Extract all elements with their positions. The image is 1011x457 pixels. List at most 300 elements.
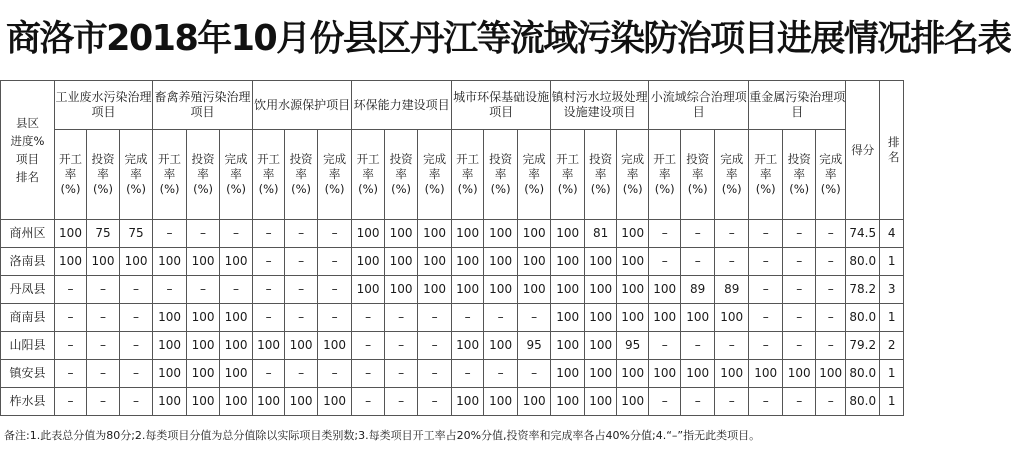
- header-line: 率: [824, 167, 837, 181]
- header-line: (%): [590, 182, 611, 196]
- header-line: 完成: [423, 152, 447, 166]
- table-cell: 100: [187, 332, 220, 360]
- table-cell: –: [816, 248, 846, 276]
- header-line: (%): [557, 182, 578, 196]
- table-cell: 100: [617, 276, 649, 304]
- table-cell: 100: [617, 360, 649, 388]
- table-cell: 100: [585, 360, 617, 388]
- table-cell: –: [418, 332, 452, 360]
- rank-cell: 3: [880, 276, 904, 304]
- county-name: 洛南县: [1, 248, 55, 276]
- header-line: 率: [97, 167, 109, 181]
- table-cell: –: [55, 304, 87, 332]
- table-row: [1, 248, 904, 276]
- metric-header: [55, 130, 87, 220]
- table-cell: –: [681, 332, 715, 360]
- table-row: [1, 220, 904, 248]
- table-cell: 100: [418, 276, 452, 304]
- table-row: [1, 332, 904, 360]
- header-line: (%): [490, 182, 511, 196]
- table-cell: –: [253, 220, 285, 248]
- table-cell: 100: [518, 220, 551, 248]
- header-line: 投资: [787, 152, 811, 166]
- table-cell: 100: [617, 304, 649, 332]
- table-cell: 100: [551, 388, 585, 416]
- page-title: 商洛市2018年10月份县区丹江等流域污染防治项目进展情况排名表: [6, 18, 1011, 59]
- table-cell: –: [120, 388, 153, 416]
- category-header: 畜禽养殖污染治理项目: [153, 81, 253, 130]
- table-cell: 100: [585, 248, 617, 276]
- header-line: 完成: [819, 152, 843, 166]
- table-cell: 100: [518, 248, 551, 276]
- header-line: 率: [561, 167, 574, 181]
- metric-header: [715, 130, 749, 220]
- table-cell: –: [352, 360, 385, 388]
- metric-header: [783, 130, 816, 220]
- table-cell: 100: [518, 388, 551, 416]
- table-cell: –: [484, 360, 518, 388]
- rank-cell: 2: [880, 332, 904, 360]
- metric-header: [418, 130, 452, 220]
- header-line: (%): [258, 182, 279, 196]
- table-cell: 100: [318, 332, 352, 360]
- metric-header: [253, 130, 285, 220]
- score-cell: 80.0: [846, 248, 880, 276]
- table-cell: 100: [253, 332, 285, 360]
- table-cell: –: [120, 332, 153, 360]
- header-line: (%): [424, 182, 445, 196]
- table-cell: 100: [715, 304, 749, 332]
- table-cell: 100: [187, 248, 220, 276]
- category-header: 小流域综合治理项目: [649, 81, 749, 130]
- table-cell: –: [452, 304, 484, 332]
- header-line: 完成: [323, 152, 347, 166]
- county-name: 柞水县: [1, 388, 55, 416]
- header-line: 项目: [16, 152, 39, 166]
- table-cell: 100: [484, 248, 518, 276]
- table-cell: –: [749, 248, 783, 276]
- table-row: [1, 276, 904, 304]
- metric-header: [87, 130, 120, 220]
- table-cell: 89: [715, 276, 749, 304]
- rank-header: 排名: [880, 81, 904, 220]
- table-cell: 100: [585, 304, 617, 332]
- table-cell: 100: [551, 220, 585, 248]
- table-cell: 100: [585, 332, 617, 360]
- table-cell: 100: [220, 388, 253, 416]
- table-cell: –: [649, 220, 681, 248]
- header-line: 投资: [489, 152, 513, 166]
- metric-header: [285, 130, 318, 220]
- table-cell: 100: [518, 276, 551, 304]
- table-cell: –: [253, 276, 285, 304]
- score-cell: 80.0: [846, 388, 880, 416]
- table-cell: –: [352, 332, 385, 360]
- header-line: (%): [358, 182, 379, 196]
- county-name: 丹凤县: [1, 276, 55, 304]
- corner-header: [1, 81, 55, 220]
- county-name: 镇安县: [1, 360, 55, 388]
- score-cell: 80.0: [846, 304, 880, 332]
- table-cell: –: [285, 360, 318, 388]
- table-cell: 100: [87, 248, 120, 276]
- header-line: (%): [687, 182, 708, 196]
- table-cell: 95: [518, 332, 551, 360]
- table-cell: –: [318, 248, 352, 276]
- table-row: [1, 388, 904, 416]
- table-cell: –: [187, 220, 220, 248]
- table-cell: 100: [120, 248, 153, 276]
- metric-header: [518, 130, 551, 220]
- metric-header: [484, 130, 518, 220]
- table-cell: –: [783, 276, 816, 304]
- header-line: 率: [230, 167, 242, 181]
- table-cell: –: [783, 220, 816, 248]
- table-cell: –: [418, 304, 452, 332]
- table-cell: 100: [617, 220, 649, 248]
- table-cell: 100: [452, 332, 484, 360]
- table-cell: –: [715, 332, 749, 360]
- table-row: [1, 360, 904, 388]
- table-cell: 100: [153, 248, 187, 276]
- header-line: (%): [622, 182, 643, 196]
- header-line: (%): [721, 182, 742, 196]
- table-cell: 100: [352, 276, 385, 304]
- table-cell: –: [783, 388, 816, 416]
- header-line: 排名: [16, 170, 39, 184]
- table-cell: 100: [484, 332, 518, 360]
- category-header: 工业废水污染治理项目: [55, 81, 153, 130]
- header-line: 率: [658, 167, 671, 181]
- table-cell: 75: [120, 220, 153, 248]
- table-cell: –: [749, 220, 783, 248]
- table-cell: –: [816, 276, 846, 304]
- table-cell: –: [55, 360, 87, 388]
- category-header: 重金属污染治理项目: [749, 81, 846, 130]
- metric-header: [816, 130, 846, 220]
- header-line: 率: [130, 167, 142, 181]
- table-cell: 100: [816, 360, 846, 388]
- header-line: 投资: [686, 152, 710, 166]
- metric-header: [681, 130, 715, 220]
- table-cell: –: [318, 276, 352, 304]
- metric-header: [452, 130, 484, 220]
- category-header: 镇村污水垃圾处理设施建设项目: [551, 81, 649, 130]
- table-cell: 100: [352, 220, 385, 248]
- header-line: (%): [789, 182, 810, 196]
- header-line: 率: [197, 167, 209, 181]
- table-cell: –: [816, 304, 846, 332]
- progress-ranking-table: [0, 80, 904, 416]
- header-line: 完成: [124, 152, 148, 166]
- rank-cell: 4: [880, 220, 904, 248]
- header-line: 开工: [653, 152, 677, 166]
- header-line: 率: [328, 167, 341, 181]
- table-cell: –: [749, 332, 783, 360]
- table-cell: 100: [585, 388, 617, 416]
- table-row: [1, 304, 904, 332]
- table-cell: 100: [418, 248, 452, 276]
- header-line: 投资: [289, 152, 313, 166]
- table-cell: 100: [617, 248, 649, 276]
- table-cell: 100: [585, 276, 617, 304]
- table-cell: 100: [285, 388, 318, 416]
- table-cell: 100: [153, 360, 187, 388]
- metric-header: [617, 130, 649, 220]
- header-line: 率: [395, 167, 407, 181]
- table-cell: 100: [551, 360, 585, 388]
- table-cell: –: [120, 276, 153, 304]
- table-cell: –: [681, 248, 715, 276]
- table-cell: 100: [385, 248, 418, 276]
- table-cell: –: [87, 304, 120, 332]
- table-cell: 100: [749, 360, 783, 388]
- table-cell: –: [220, 276, 253, 304]
- score-cell: 74.5: [846, 220, 880, 248]
- table-cell: 100: [220, 248, 253, 276]
- category-header: 饮用水源保护项目: [253, 81, 352, 130]
- header-line: 率: [725, 167, 738, 181]
- table-cell: –: [816, 220, 846, 248]
- header-line: 投资: [389, 152, 413, 166]
- table-cell: 100: [617, 388, 649, 416]
- county-name: 商州区: [1, 220, 55, 248]
- table-cell: 100: [153, 304, 187, 332]
- header-line: 开工: [556, 152, 580, 166]
- table-cell: –: [285, 248, 318, 276]
- header-line: (%): [291, 182, 312, 196]
- header-line: 开工: [59, 152, 82, 166]
- header-line: 率: [262, 167, 275, 181]
- table-cell: –: [120, 304, 153, 332]
- table-cell: –: [681, 388, 715, 416]
- table-cell: 100: [484, 388, 518, 416]
- table-cell: 100: [318, 388, 352, 416]
- metric-header: [352, 130, 385, 220]
- header-line: 完成: [522, 152, 546, 166]
- header-line: 进度%: [10, 134, 45, 148]
- table-cell: –: [385, 360, 418, 388]
- table-cell: 100: [551, 276, 585, 304]
- header-line: 开工: [456, 152, 480, 166]
- table-cell: –: [783, 304, 816, 332]
- rank-cell: 1: [880, 360, 904, 388]
- table-cell: –: [681, 220, 715, 248]
- table-cell: –: [783, 332, 816, 360]
- metric-header: [153, 130, 187, 220]
- header-line: 率: [163, 167, 176, 181]
- table-cell: –: [55, 276, 87, 304]
- table-cell: 100: [452, 220, 484, 248]
- header-line: 率: [428, 167, 441, 181]
- table-cell: 100: [452, 388, 484, 416]
- table-cell: –: [352, 304, 385, 332]
- table-cell: 100: [418, 220, 452, 248]
- header-line: 率: [494, 167, 507, 181]
- header-line: (%): [226, 182, 246, 196]
- metric-header: [551, 130, 585, 220]
- header-line: (%): [324, 182, 345, 196]
- table-cell: –: [783, 248, 816, 276]
- table-cell: –: [87, 388, 120, 416]
- table-cell: –: [87, 276, 120, 304]
- header-line: 开工: [158, 152, 182, 166]
- table-cell: 100: [715, 360, 749, 388]
- table-cell: 100: [649, 276, 681, 304]
- table-cell: –: [87, 332, 120, 360]
- header-line: (%): [457, 182, 478, 196]
- table-cell: 100: [55, 220, 87, 248]
- header-line: (%): [60, 182, 81, 196]
- county-name: 山阳县: [1, 332, 55, 360]
- score-cell: 79.2: [846, 332, 880, 360]
- header-line: (%): [159, 182, 180, 196]
- table-cell: –: [318, 220, 352, 248]
- rank-cell: 1: [880, 304, 904, 332]
- table-cell: –: [749, 276, 783, 304]
- table-cell: 100: [55, 248, 87, 276]
- table-cell: 100: [484, 220, 518, 248]
- table-cell: –: [285, 276, 318, 304]
- table-cell: –: [153, 220, 187, 248]
- table-cell: –: [153, 276, 187, 304]
- table-cell: 89: [681, 276, 715, 304]
- header-line: 率: [528, 167, 540, 181]
- table-cell: –: [518, 360, 551, 388]
- table-cell: 100: [253, 388, 285, 416]
- header-line: 率: [793, 167, 805, 181]
- metric-header: [585, 130, 617, 220]
- table-cell: –: [285, 220, 318, 248]
- rank-cell: 1: [880, 248, 904, 276]
- header-line: 开工: [356, 152, 380, 166]
- header-line: 率: [295, 167, 307, 181]
- table-cell: –: [253, 248, 285, 276]
- metric-header: [318, 130, 352, 220]
- table-cell: –: [715, 388, 749, 416]
- table-cell: –: [318, 304, 352, 332]
- table-cell: –: [649, 332, 681, 360]
- table-cell: –: [87, 360, 120, 388]
- table-cell: –: [220, 220, 253, 248]
- table-cell: 100: [681, 304, 715, 332]
- header-line: 完成: [621, 152, 645, 166]
- table-cell: 81: [585, 220, 617, 248]
- table-cell: 100: [187, 388, 220, 416]
- table-cell: 100: [681, 360, 715, 388]
- table-cell: –: [318, 360, 352, 388]
- table-cell: –: [649, 388, 681, 416]
- table-cell: –: [649, 248, 681, 276]
- table-cell: –: [253, 304, 285, 332]
- header-line: (%): [755, 182, 776, 196]
- table-cell: 100: [551, 304, 585, 332]
- header-line: 率: [626, 167, 639, 181]
- metric-header: [749, 130, 783, 220]
- table-cell: 100: [649, 304, 681, 332]
- header-line: (%): [820, 182, 841, 196]
- table-cell: –: [518, 304, 551, 332]
- header-line: 投资: [191, 152, 215, 166]
- header-line: (%): [126, 182, 146, 196]
- county-name: 商南县: [1, 304, 55, 332]
- table-cell: 75: [87, 220, 120, 248]
- table-cell: –: [715, 248, 749, 276]
- metric-header: [220, 130, 253, 220]
- table-cell: –: [484, 304, 518, 332]
- table-cell: 100: [285, 332, 318, 360]
- table-cell: –: [55, 388, 87, 416]
- metric-header: [649, 130, 681, 220]
- table-cell: –: [385, 332, 418, 360]
- table-cell: 100: [352, 248, 385, 276]
- table-cell: –: [285, 304, 318, 332]
- table-cell: 100: [220, 304, 253, 332]
- header-line: 率: [594, 167, 607, 181]
- table-cell: 100: [452, 248, 484, 276]
- table-cell: 100: [551, 332, 585, 360]
- table-cell: 100: [452, 276, 484, 304]
- table-cell: –: [715, 220, 749, 248]
- score-header: 得分: [846, 81, 880, 220]
- metric-header: [187, 130, 220, 220]
- table-cell: 100: [153, 388, 187, 416]
- table-cell: 100: [187, 304, 220, 332]
- table-cell: –: [253, 360, 285, 388]
- header-line: (%): [654, 182, 675, 196]
- table-cell: –: [749, 304, 783, 332]
- table-cell: –: [55, 332, 87, 360]
- table-cell: 100: [187, 360, 220, 388]
- header-line: (%): [93, 182, 113, 196]
- table-cell: 100: [484, 276, 518, 304]
- header-line: 县区: [16, 116, 39, 130]
- header-line: 率: [691, 167, 704, 181]
- table-cell: –: [816, 388, 846, 416]
- footnote: 备注:1.此表总分值为80分;2.每类项目分值为总分值除以实际项目类别数;3.每类项目开工率占20%分值,投资率和完成率各占40%分值;4.“–”指无此类项目。: [4, 429, 761, 442]
- header-line: 率: [759, 167, 772, 181]
- score-cell: 80.0: [846, 360, 880, 388]
- header-line: 投资: [91, 152, 115, 166]
- table-cell: 100: [783, 360, 816, 388]
- category-header: 城市环保基础设施项目: [452, 81, 551, 130]
- table-cell: –: [120, 360, 153, 388]
- header-line: 投资: [589, 152, 613, 166]
- score-cell: 78.2: [846, 276, 880, 304]
- table-cell: 95: [617, 332, 649, 360]
- header-line: 率: [461, 167, 474, 181]
- table-cell: 100: [385, 220, 418, 248]
- table-cell: –: [352, 388, 385, 416]
- table-cell: –: [385, 304, 418, 332]
- table-cell: 100: [153, 332, 187, 360]
- table-cell: –: [385, 388, 418, 416]
- table-cell: –: [418, 388, 452, 416]
- table-cell: 100: [220, 360, 253, 388]
- header-line: 率: [362, 167, 374, 181]
- table-cell: –: [816, 332, 846, 360]
- header-line: (%): [391, 182, 412, 196]
- rank-cell: 1: [880, 388, 904, 416]
- category-header: 环保能力建设项目: [352, 81, 452, 130]
- header-line: 完成: [224, 152, 248, 166]
- table-cell: 100: [551, 248, 585, 276]
- table-cell: 100: [649, 360, 681, 388]
- table-cell: 100: [220, 332, 253, 360]
- header-line: (%): [193, 182, 213, 196]
- header-line: 完成: [720, 152, 744, 166]
- table-cell: –: [749, 388, 783, 416]
